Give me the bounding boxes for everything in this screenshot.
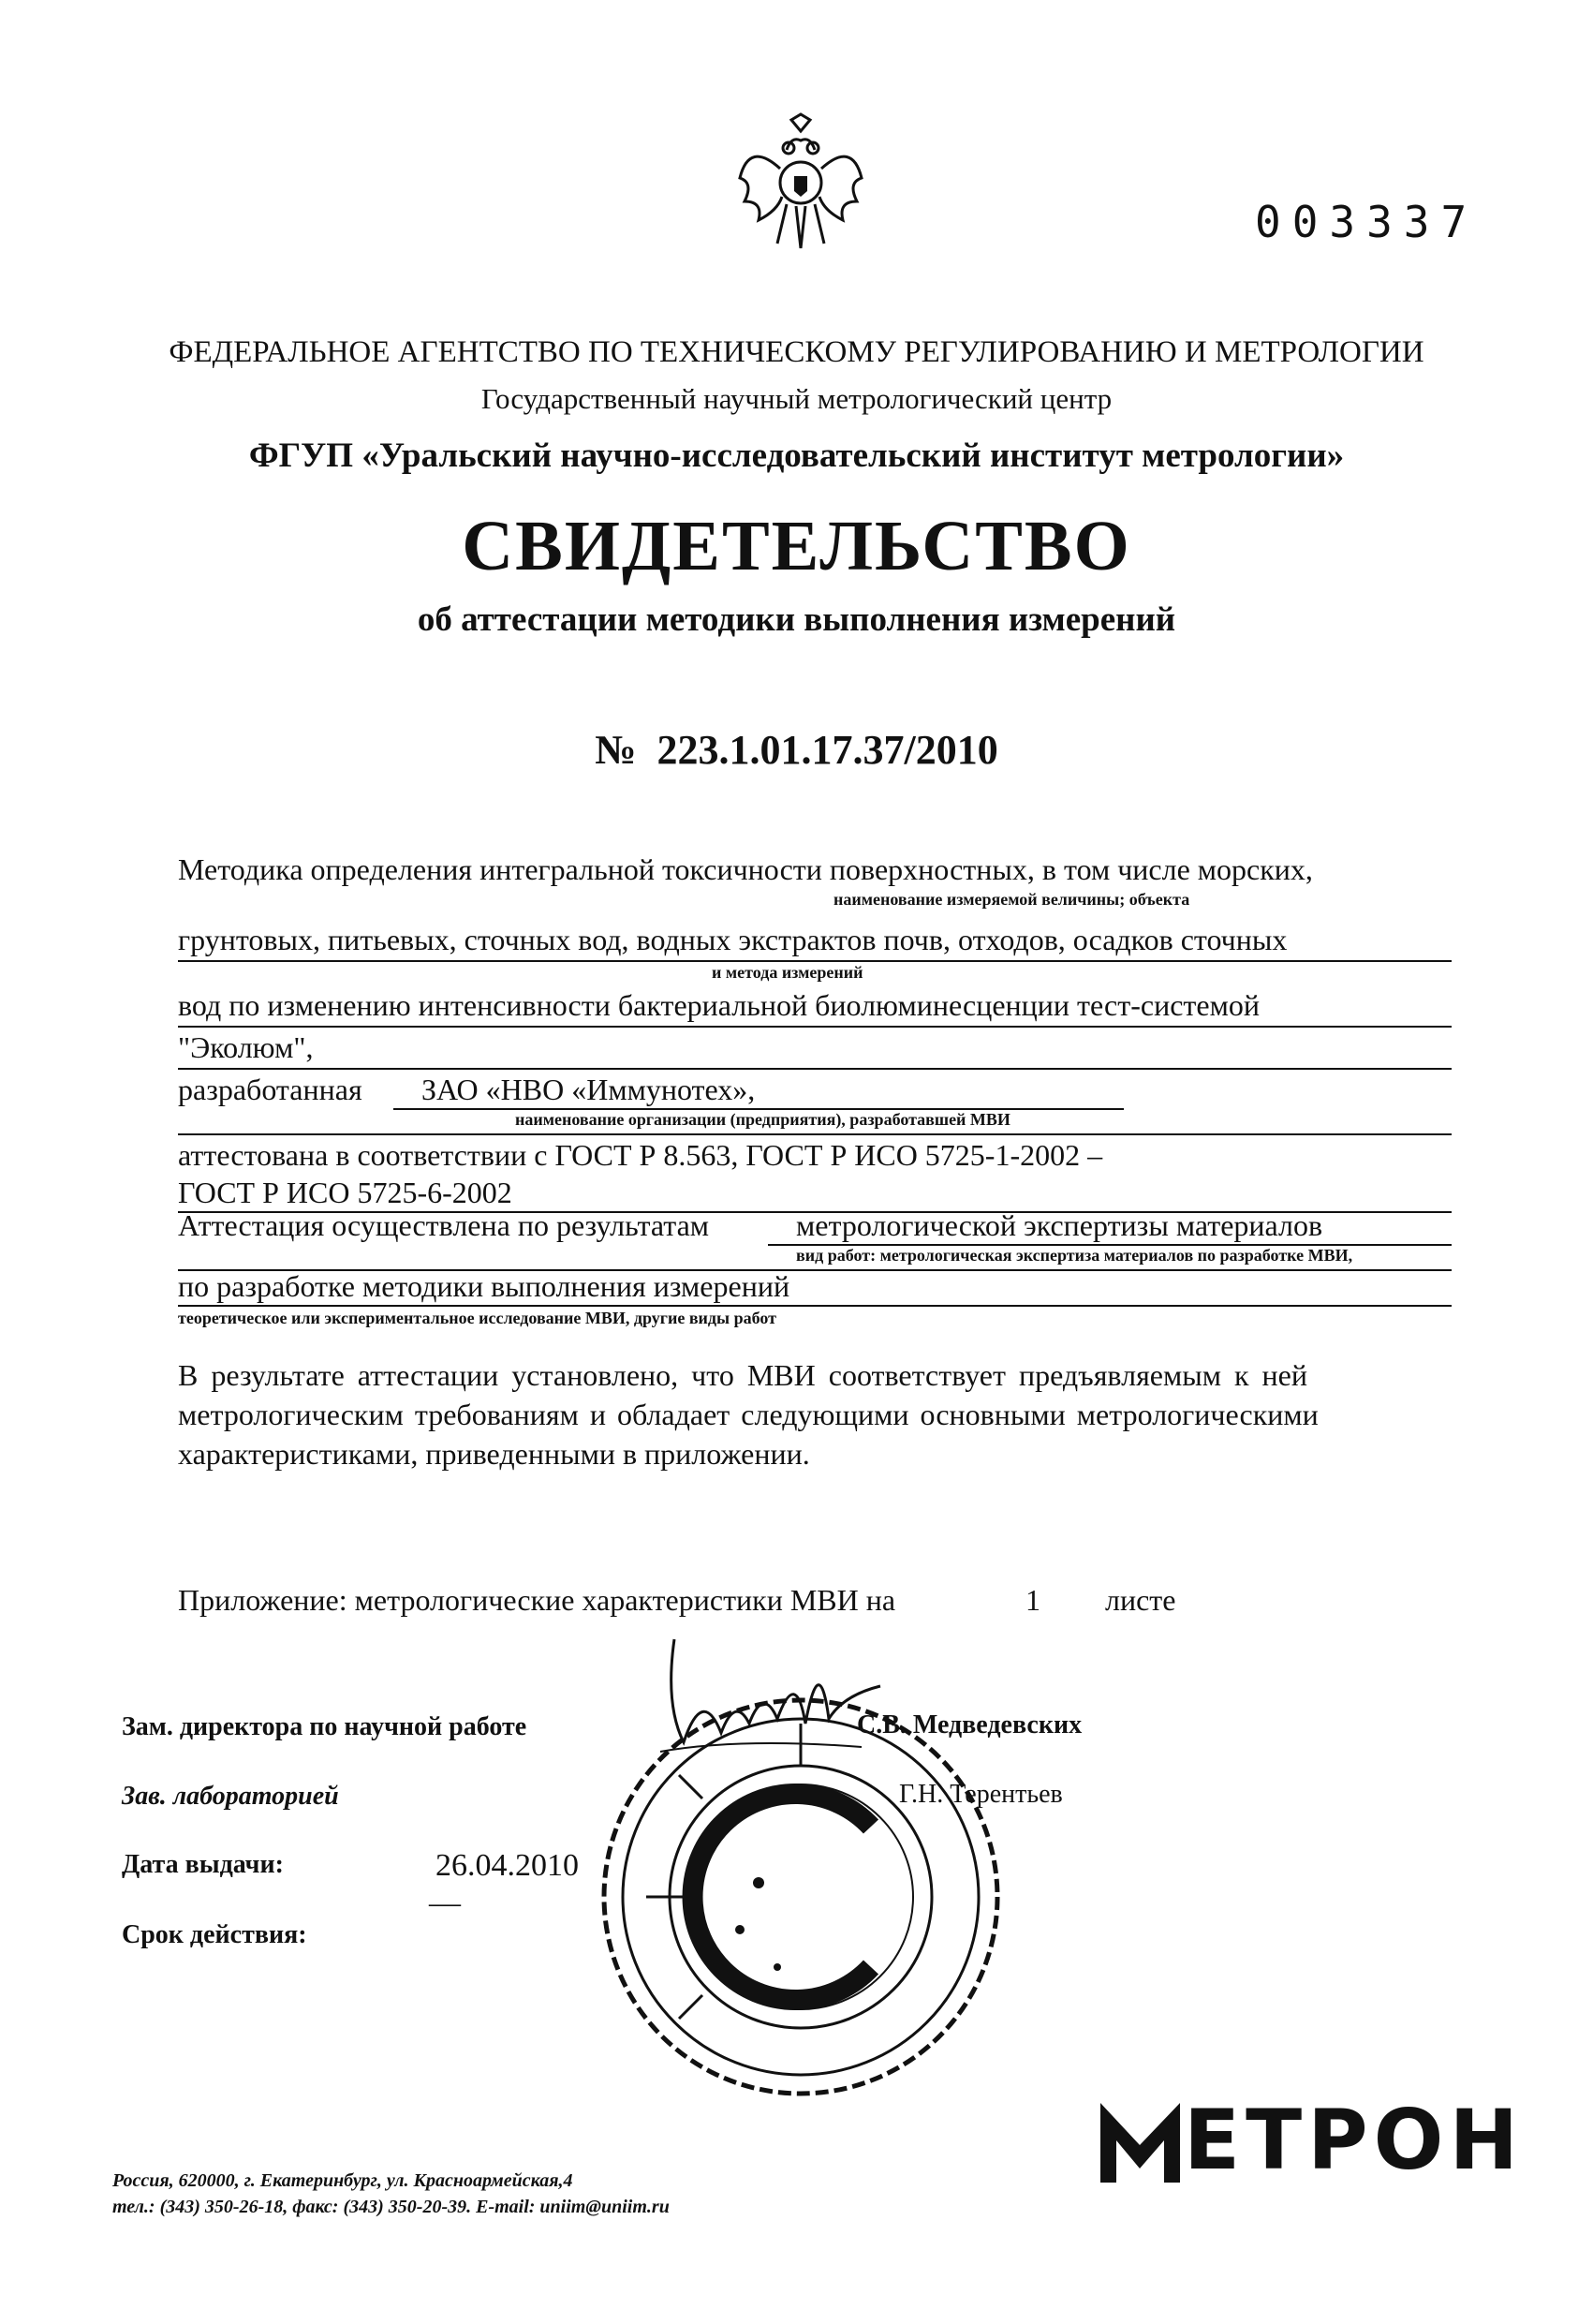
developer-caption: наименование организации (предприятия), разработавшей МВИ (515, 1110, 1010, 1129)
result-line-2: метрологическим требованиям и обладает следующими основными метрологическими (178, 1398, 1319, 1431)
metron-logo-text: ЕТРОН (1184, 2092, 1525, 2188)
validity-value: — (429, 1886, 461, 1920)
metron-logo (1100, 2092, 1525, 2192)
serial-number: 003337 (1255, 197, 1479, 247)
certification-line-2: ГОСТ Р ИСО 5725-6-2002 (178, 1176, 512, 1209)
certification-line-1: аттестована в соответствии с ГОСТ Р 8.563, ГОСТ Р ИСО 5725-1-2002 – (178, 1138, 1103, 1172)
page-title: СВИДЕТЕЛЬСТВО (462, 507, 1131, 585)
developer-label: разработанная (178, 1073, 362, 1106)
basis-caption: вид работ: метрологическая экспертиза материалов по разработке МВИ, (796, 1246, 1353, 1265)
basis-caption-2: теоретическое или экспериментальное исследование МВИ, другие виды работ (178, 1309, 776, 1327)
number-value: 223.1.01.17.37/2010 (656, 727, 998, 773)
method-line-1: Методика определения интегральной токсичности поверхностных, в том числе морских, (178, 852, 1313, 886)
method-line-4: "Эколюм", (178, 1030, 314, 1064)
validity-label: Срок действия: (122, 1920, 307, 1949)
underline (178, 1068, 1452, 1070)
lab-head-label: Зав. лабораторией (122, 1782, 339, 1811)
basis-value-2: по разработке методики выполнения измерений (178, 1269, 790, 1303)
method-caption-2: и метода измерений (712, 963, 863, 982)
certificate-number (0, 726, 1593, 774)
deputy-director-label: Зам. директора по научной работе (122, 1712, 527, 1741)
metrology-center: Государственный научный метрологический центр (480, 382, 1113, 415)
issue-date-label: Дата выдачи: (122, 1850, 284, 1879)
result-line-1: В результате аттестации установлено, что МВИ соответствует предъявляемым к ней (178, 1358, 1307, 1392)
underline (178, 960, 1452, 962)
footer-contacts: тел.: (343) 350-26-18, факс: (343) 350-20-39. E-mail: uniim@uniim.ru (112, 2197, 670, 2217)
lab-head-name: Г.Н. Терентьев (899, 1780, 1063, 1809)
footer-address: Россия, 620000, г. Екатеринбург, ул. Красноармейская,4 (112, 2170, 573, 2191)
page-subtitle: об аттестации методики выполнения измерений (417, 600, 1176, 639)
basis-value: метрологической экспертизы материалов (796, 1208, 1323, 1242)
number-prefix: № (595, 727, 637, 773)
basis-label: Аттестация осуществлена по результатам (178, 1208, 710, 1242)
method-line-2: грунтовых, питьевых, сточных вод, водных экстрактов почв, отходов, осадков сточных (178, 923, 1288, 956)
underline (178, 1133, 1452, 1135)
deputy-director-name: С.В. Медведевских (857, 1710, 1083, 1739)
appendix-unit: листе (1105, 1583, 1176, 1617)
appendix-label: Приложение: метрологические характеристики МВИ на (178, 1583, 896, 1617)
developer-value: ЗАО «НВО «Иммунотех», (421, 1073, 756, 1106)
metron-logo-mark (1100, 2098, 1180, 2183)
appendix-count: 1 (1025, 1583, 1040, 1617)
method-line-3: вод по изменению интенсивности бактериальной биолюминесценции тест-системой (178, 988, 1260, 1022)
institute-name: ФГУП «Уральский научно-исследовательский институт метрологии» (248, 437, 1345, 475)
method-caption-1: наименование измеряемой величины; объекта (833, 890, 1190, 909)
coat-of-arms-emblem (730, 112, 871, 253)
issue-date-value: 26.04.2010 (435, 1848, 579, 1883)
result-line-3: характеристиками, приведенными в приложении. (178, 1437, 810, 1471)
official-stamp (590, 1686, 1011, 2108)
underline (178, 1305, 1452, 1307)
agency-name: ФЕДЕРАЛЬНОЕ АГЕНТСТВО ПО ТЕХНИЧЕСКОМУ РЕГУЛИРОВАНИЮ И МЕТРОЛОГИИ (169, 335, 1424, 369)
underline (178, 1026, 1452, 1028)
